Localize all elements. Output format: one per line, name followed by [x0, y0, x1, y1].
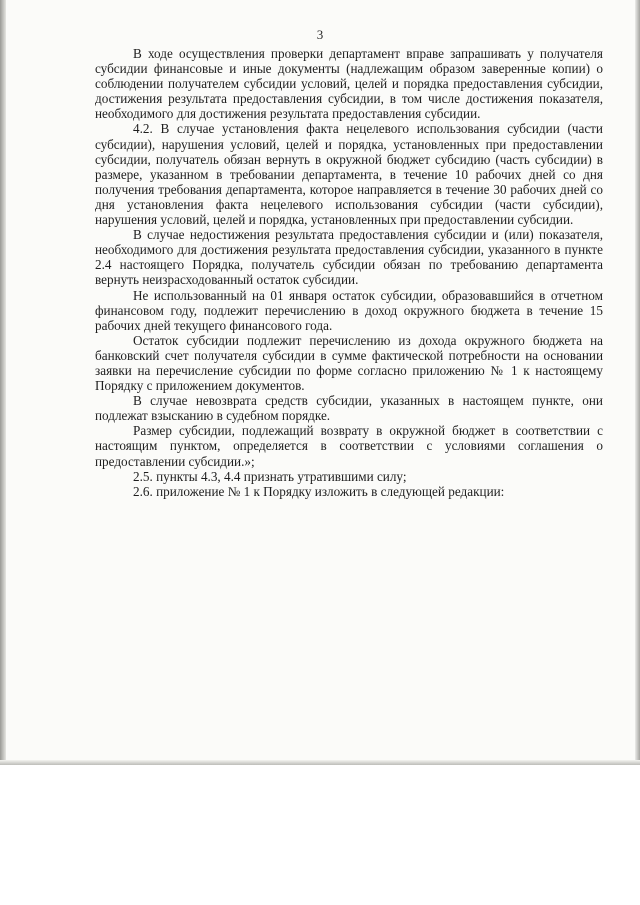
paragraph-result-not-achieved: В случае недостижения результата предоставления субсидии и (или) показателя, необходимого для достижения результата предоставления субсидии, указанного в пункте 2.4 настоящего Порядка, получатель субсидии обязан по требованию департамента вернуть неизрасходованный остаток субсидии.	[95, 227, 603, 288]
scan-shadow-right	[635, 0, 640, 765]
paragraph-refund-amount: Размер субсидии, подлежащий возврату в окружной бюджет в соответствии с настоящим пунктом, определяется в соответствии с условиями соглашения о предоставлении субсидии.»;	[95, 423, 603, 469]
scan-shadow-bottom	[0, 760, 640, 765]
paragraph-item-2-5: 2.5. пункты 4.3, 4.4 признать утратившими силу;	[133, 468, 407, 484]
document-body	[95, 46, 603, 499]
paragraph-balance-transfer: Остаток субсидии подлежит перечислению из дохода окружного бюджета на банковский счет получателя субсидии в сумме фактической потребности на основании заявки на перечисление субсидии по форме согласно приложению № 1 к настоящему Порядку с приложением документов.	[95, 332, 603, 394]
scan-shadow-left	[0, 0, 6, 765]
page-number: 3	[316, 27, 324, 42]
paragraph-unused-balance: Не использованный на 01 января остаток субсидии, образовавшийся в отчетном финансовом году, подлежит перечислению в доход окружного бюджета в течение 15 рабочих дней текущего финансового года.	[95, 287, 603, 333]
paragraph-4-2-misuse-refund: 4.2. В случае установления факта нецелевого использования субсидии (части субсидии), нарушения условий, целей и порядка, установленных при предоставлении субсидии, получатель обязан вернуть в окружной бюджет субсидию (часть субсидии) в размере, указанном в требовании департамента, в течение 10 рабочих дней со дня получения требования департамента, которое направляется в течение 30 рабочих дней со дня установления факта нецелевого использования субсидии (части субсидии), нарушения условий, целей и порядка, установленных при предоставлении субсидии.	[95, 121, 603, 228]
paragraph-court-recovery: В случае невозврата средств субсидии, указанных в настоящем пункте, они подлежат взысканию в судебном порядке.	[95, 393, 603, 424]
paragraph-item-2-6: 2.6. приложение № 1 к Порядку изложить в следующей редакции:	[133, 483, 505, 499]
paragraph-inspection-documents: В ходе осуществления проверки департамент вправе запрашивать у получателя субсидии финансовые и иные документы (надлежащим образом заверенные копии) о соблюдении получателем субсидии условий, целей и порядка предоставления субсидии, достижения результата предоставления субсидии, в том числе достижения показателя, необходимого для достижения результата предоставления субсидии.	[95, 46, 603, 122]
